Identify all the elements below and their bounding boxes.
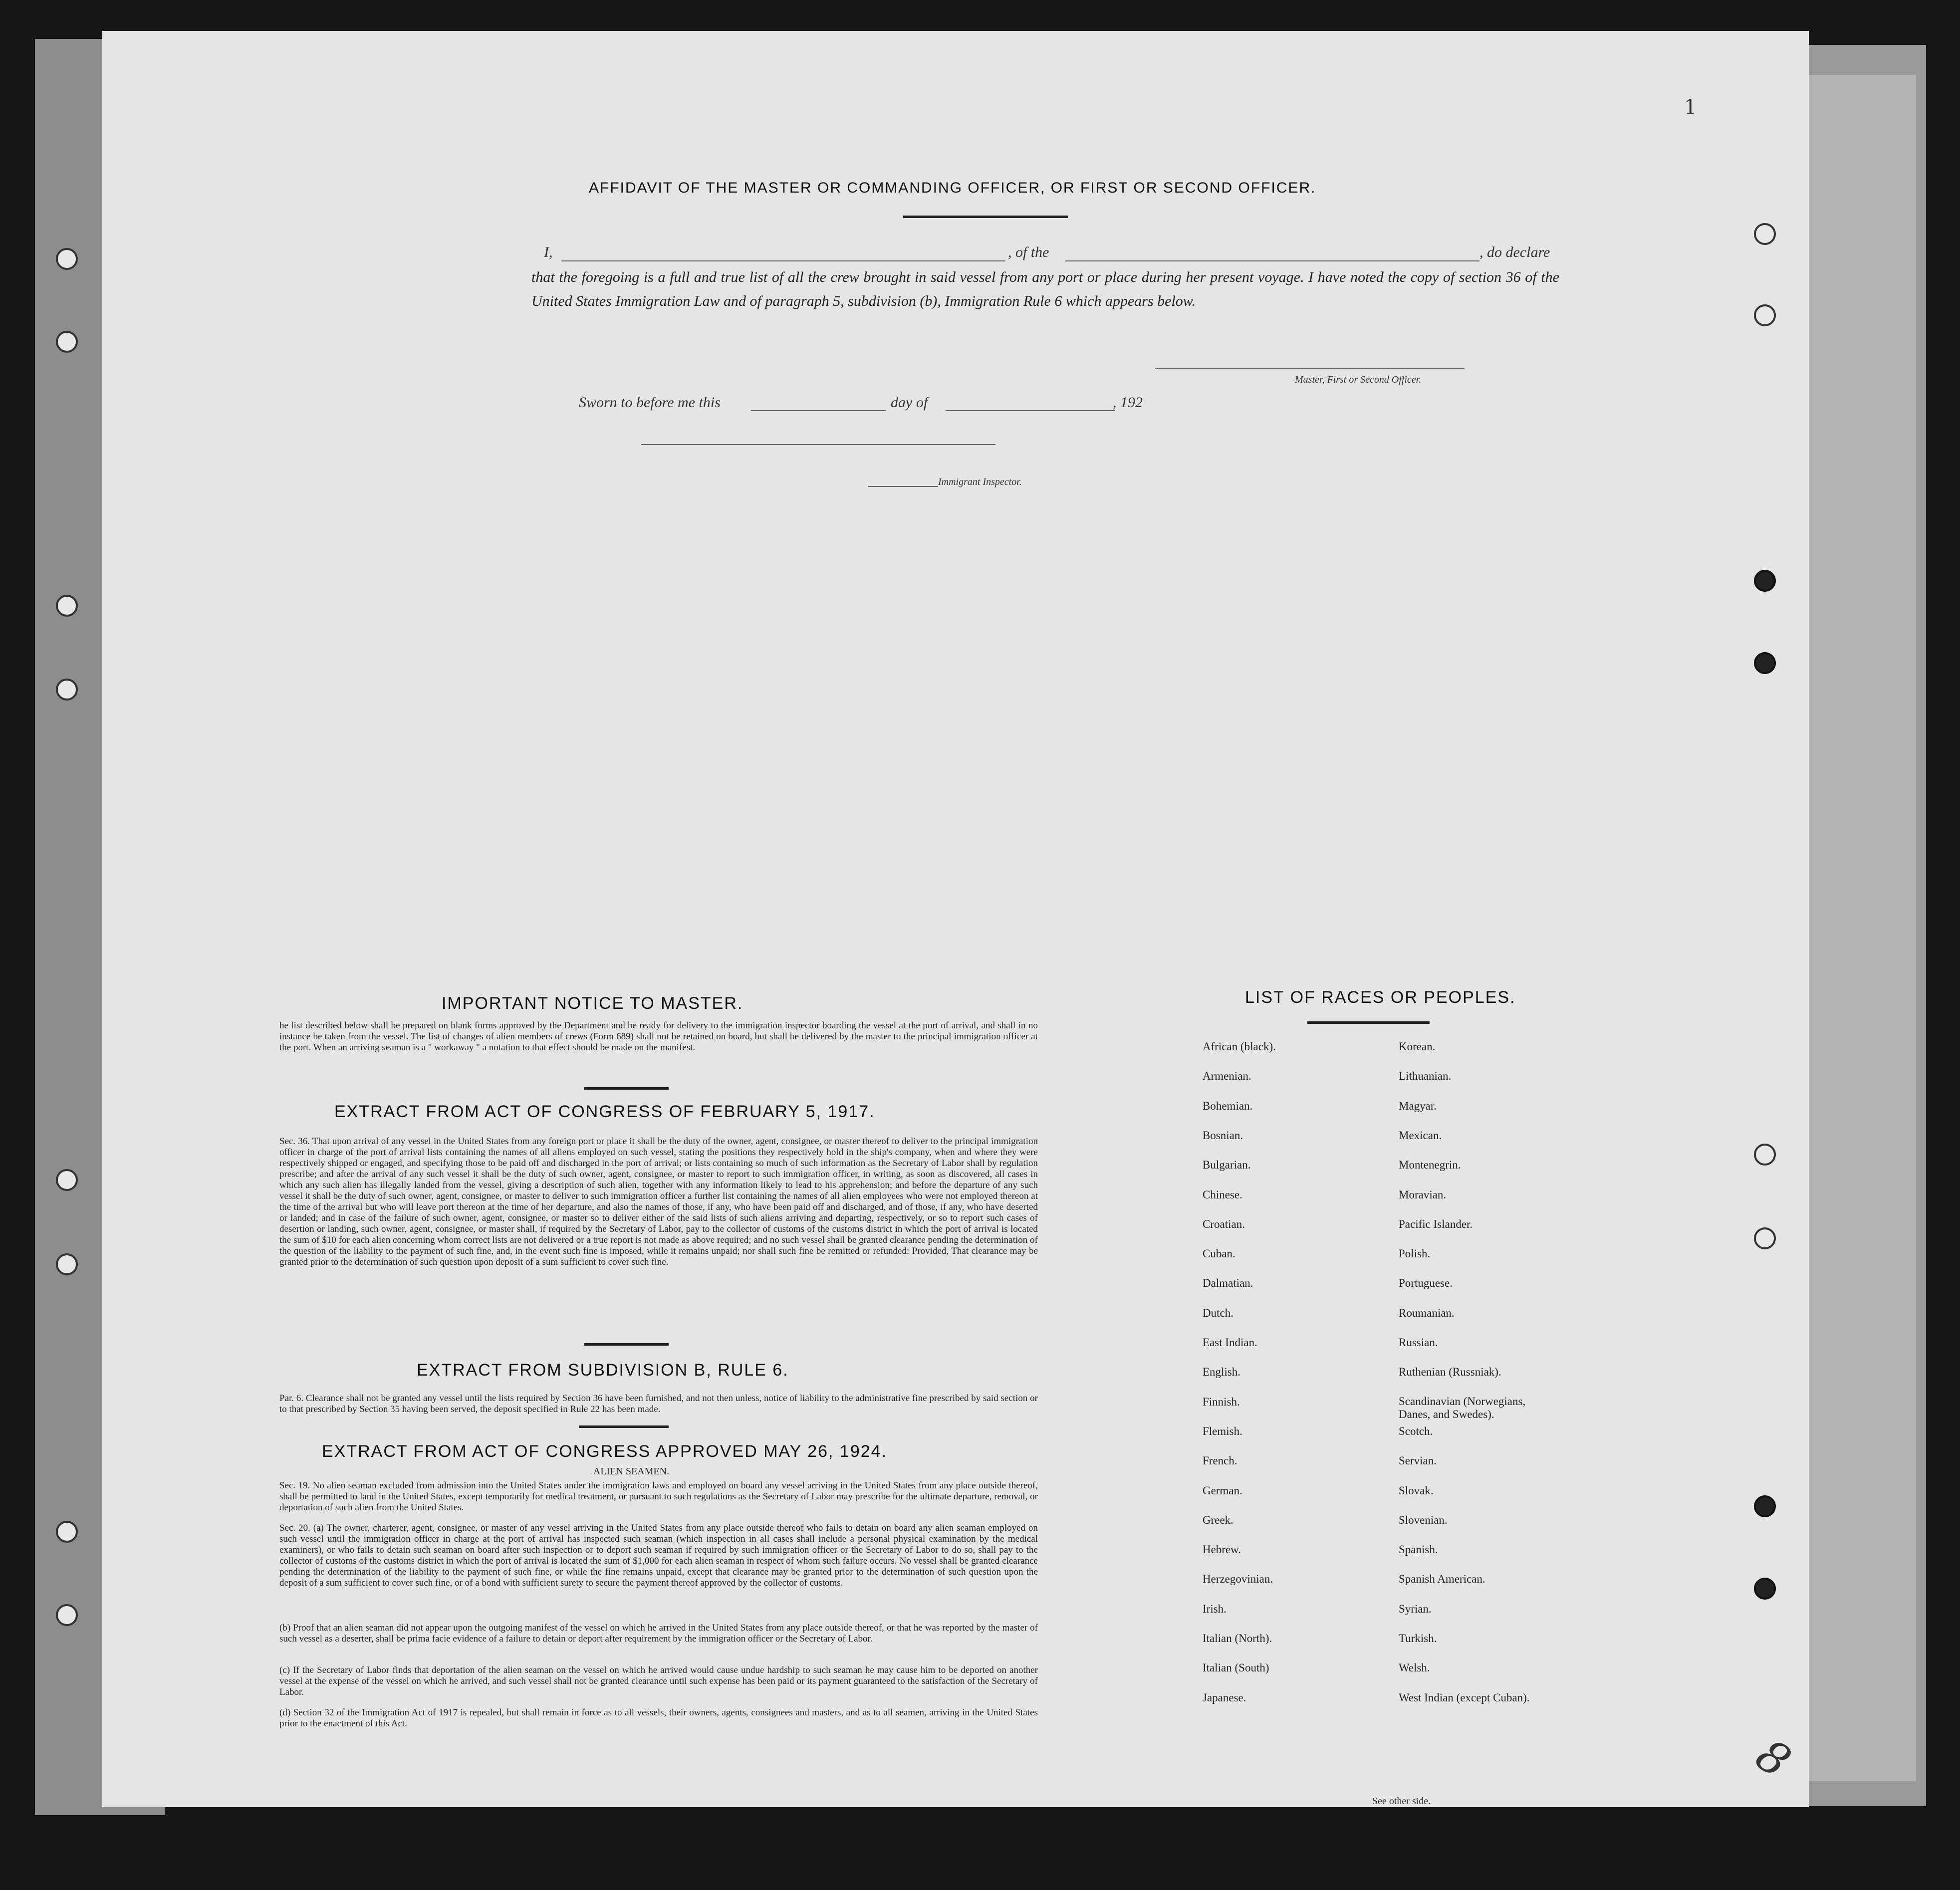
race-item: Slovenian. (1399, 1514, 1448, 1526)
race-item: Bulgarian. (1203, 1159, 1251, 1171)
signature-line (1155, 368, 1465, 369)
footer-note: See other side. (1372, 1796, 1431, 1807)
sec20b-text: (b) Proof that an alien seaman did not appear upon the outgoing manifest of the vessel on which he arrived in the United States from any place outside thereof, or that he was reported by the master of such vessel as a deserter, shall be prima facie evidence of a failure to detain or deport after requirement by the immigration officer or the Secretary of Labor. (279, 1623, 1038, 1644)
race-item: Croatian. (1203, 1218, 1245, 1230)
race-item: Slovak. (1399, 1484, 1434, 1497)
inspector-short-line (868, 486, 938, 487)
punch-hole (1754, 1578, 1776, 1600)
sworn-prefix: Sworn to before me this (579, 394, 721, 411)
sworn-day-blank (751, 410, 886, 411)
punch-hole (1754, 1495, 1776, 1517)
race-item: Roumanian. (1399, 1307, 1455, 1319)
race-item: Irish. (1203, 1603, 1226, 1615)
affidavit-of-the: , of the (1008, 244, 1049, 260)
sec19-text: Sec. 19. No alien seaman excluded from admission into the United States under the immigration laws and employed on board any vessel arriving in the United States from any place outside thereof, shall be permitted to land in the United States, except temporarily for medical treatment, or pursuant to such regulations as the Secretary of Labor may prescribe for the ultimate departure, removal, or deportation of such alien from the United States. (279, 1480, 1038, 1513)
inspector-label: Immigrant Inspector. (938, 476, 1022, 487)
race-item: Syrian. (1399, 1603, 1432, 1615)
underlying-sheet-right-inner (1796, 75, 1916, 1781)
race-item: Finnish. (1203, 1396, 1240, 1408)
sec20c-text: (c) If the Secretary of Labor finds that deportation of the alien seaman on the vessel on which he arrived would cause undue hardship to such seaman he may cause him to be deported on another vessel at the expense of the vessel on which he arrived, and such vessel shall not be granted clearance until such expense has been paid or its payment guaranteed to the satisfaction of the Secretary of Labor. (279, 1665, 1038, 1697)
binder-hole (56, 331, 78, 353)
race-item: Montenegrin. (1399, 1159, 1461, 1171)
binder-hole (56, 1169, 78, 1191)
race-item: Pacific Islander. (1399, 1218, 1473, 1230)
binder-hole (56, 1253, 78, 1275)
race-item: Scotch. (1399, 1425, 1433, 1437)
race-item: Hebrew. (1203, 1543, 1241, 1556)
rule6-text: Par. 6. Clearance shall not be granted any vessel until the lists required by Section 36 have been furnished, and not then unless, notice of liability to the administrative fine prescribed by said section or to that prescribed by Section 35 having been served, the deposit specified in Rule 22 has been made. (279, 1393, 1038, 1415)
sworn-month-blank (946, 410, 1115, 411)
race-item: Scandinavian (Norwegians, Danes, and Swedes). (1399, 1395, 1526, 1420)
binder-hole (56, 595, 78, 617)
form-page (102, 31, 1809, 1807)
race-item: Italian (North). (1203, 1632, 1272, 1645)
rule6-title: EXTRACT FROM SUBDIVISION B, RULE 6. (417, 1361, 789, 1380)
punch-hole (1754, 570, 1776, 592)
page-mark: 1 (1684, 96, 1697, 119)
punch-hole (1754, 304, 1776, 326)
punch-hole (1754, 223, 1776, 245)
affidavit-title: AFFIDAVIT OF THE MASTER OR COMMANDING OFFICER, OR FIRST OR SECOND OFFICER. (589, 180, 1316, 196)
punch-hole (1754, 652, 1776, 674)
punch-hole (1754, 1227, 1776, 1249)
rule6-rule (579, 1425, 669, 1428)
corner-mark: 8 (1746, 1729, 1800, 1788)
race-item: West Indian (except Cuban). (1399, 1691, 1530, 1704)
extract-1924-title: EXTRACT FROM ACT OF CONGRESS APPROVED MAY 26, 1924. (322, 1442, 887, 1461)
race-item: Polish. (1399, 1247, 1431, 1260)
race-item: Dalmatian. (1203, 1277, 1253, 1289)
race-item: Chinese. (1203, 1188, 1242, 1201)
race-item: Moravian. (1399, 1188, 1447, 1201)
sec20d-text: (d) Section 32 of the Immigration Act of 1917 is repealed, but shall remain in force as to all vessels, their owners, agents, consignees and masters, and as to all seamen, arriving in the United States prior to the enactment of this Act. (279, 1707, 1038, 1729)
race-item: Bohemian. (1203, 1100, 1253, 1112)
race-item: Dutch. (1203, 1307, 1233, 1319)
affidavit-declare: , do declare (1479, 244, 1550, 260)
race-item: Flemish. (1203, 1425, 1242, 1437)
race-item: Armenian. (1203, 1070, 1251, 1082)
race-item: Italian (South) (1203, 1661, 1269, 1674)
race-item: Japanese. (1203, 1691, 1246, 1704)
race-item: Spanish. (1399, 1543, 1438, 1556)
race-item: Servian. (1399, 1454, 1437, 1467)
race-item: Cuban. (1203, 1247, 1235, 1260)
punch-hole (1754, 1144, 1776, 1166)
affidavit-body: that the foregoing is a full and true list of all the crew brought in said vessel from any port or place during her present voyage. I have noted the copy of section 36 of the United States Immigration Law and of paragraph 5, subdivision (b), Immigration Rule 6 which appears below. (531, 269, 1559, 309)
extract-1917-title: EXTRACT FROM ACT OF CONGRESS OF FEBRUARY 5, 1917. (334, 1102, 875, 1121)
race-item: Greek. (1203, 1514, 1233, 1526)
race-item: East Indian. (1203, 1336, 1257, 1349)
race-item: Bosnian. (1203, 1129, 1243, 1142)
race-item: Welsh. (1399, 1661, 1430, 1674)
race-item: Lithuanian. (1399, 1070, 1452, 1082)
race-item: Korean. (1399, 1040, 1436, 1053)
extract-1917-rule (584, 1343, 669, 1346)
race-item: French. (1203, 1454, 1237, 1467)
race-item: Russian. (1399, 1336, 1438, 1349)
race-item: Magyar. (1399, 1100, 1437, 1112)
binder-hole (56, 1521, 78, 1543)
vessel-blank (1065, 260, 1479, 261)
binder-hole (56, 1604, 78, 1626)
race-item: Turkish. (1399, 1632, 1437, 1645)
extract-1924-subtitle: ALIEN SEAMEN. (593, 1466, 670, 1477)
race-item: Mexican. (1399, 1129, 1442, 1142)
notice-rule (584, 1087, 669, 1090)
race-item: German. (1203, 1484, 1242, 1497)
extract-1917-text: Sec. 36. That upon arrival of any vessel in the United States from any foreign port or place it shall be the duty of the owner, agent, consignee, or master thereof to deliver to the principal immigration officer in charge of the port of arrival lists containing the names of all aliens employed on such vessel, stating the positions they respectively hold in the ship's company, when and where they were respectively shipped or engaged, and specifying those to be paid off and discharged in the port of arrival; or lists containing so much of such information as the Secretary of Labor shall by regulation prescribe; and after the arrival of any such vessel it shall be the duty of such owner, agent, consignee, or master to report to such immigration officer, in writing, as soon as discovered, all cases in which any such alien has illegally landed from the vessel, giving a description of such alien, together with any information likely to lead to his apprehension; and before the departure of any such vessel it shall be the duty of such owner, agent, consignee, or master to deliver to such immigration officer a further list containing the names of all alien employees who were not employed thereon at the time of the arrival but who will leave port thereon at the time of her departure, and also the names of those, if any, who have been paid off and discharged, and of those, if any, who have deserted or landed; and in case of the failure of such owner, agent, consignee, or master so to deliver either of the said lists of such aliens arriving and departing, respectively, or so to report such cases of desertion or landing, such owner, agent, consignee, or master shall, if required by the Secretary of Labor, pay to the collector of customs of the customs district in which the port of arrival is located the sum of $10 for each alien concerning whom correct lists are not delivered or a true report is not made as above required; and no such vessel shall be granted clearance pending the determination of the question of the liability to the payment of such fine, and, in the event such fine is imposed, while it remains unpaid; nor shall such fine be remitted or refunded: Provided, That clearance may be granted prior to the determination of such question upon deposit of a sum sufficient to cover such fine. (279, 1136, 1038, 1267)
race-item: English. (1203, 1366, 1241, 1378)
inspector-signature-line (641, 444, 995, 445)
sec20a-text: Sec. 20. (a) The owner, charterer, agent, consignee, or master of any vessel arriving in the United States from any place outside thereof who fails to detain on board any alien seaman employed on such vessel until the immigration officer in charge at the port of arrival has inspected such seaman (which inspection in all cases shall include a personal physical examination by the medical examiners), or who fails to detain such seaman on board after such inspection or to deport such seaman if required by such immigration officer or the Secretary of Labor to do so, shall pay to the collector of customs of the customs district in which the port of arrival is located the sum of $1,000 for each alien seaman in respect of whom such failure occurs. No vessel shall be granted clearance pending the determination of the liability to the payment of such fine, or while the fine remains unpaid, except that clearance may be granted prior to the determination of such question upon the deposit of a sum sufficient to cover such fine, or of a bond with sufficient surety to secure the payment thereof approved by the collector of customs. (279, 1523, 1038, 1588)
sworn-year: , 192 (1113, 394, 1143, 411)
affidavit-i: I, (544, 244, 553, 260)
race-item: Spanish American. (1399, 1573, 1485, 1585)
notice-title: IMPORTANT NOTICE TO MASTER. (442, 994, 743, 1013)
races-rule (1307, 1021, 1430, 1024)
signature-label: Master, First or Second Officer. (1295, 374, 1422, 385)
binder-hole (56, 679, 78, 701)
race-item: Ruthenian (Russniak). (1399, 1366, 1501, 1378)
races-title: LIST OF RACES OR PEOPLES. (1245, 988, 1516, 1007)
race-item: African (black). (1203, 1040, 1276, 1053)
race-item: Herzegovinian. (1203, 1573, 1273, 1585)
race-item: Portuguese. (1399, 1277, 1453, 1289)
notice-text: he list described below shall be prepared on blank forms approved by the Department and be ready for delivery to the immigration inspector boarding the vessel at the port of arrival, and shall in no instance be taken from the vessel. The list of changes of alien members of crews (Form 689) shall not be retained on board, but shall be delivered by the master to the principal immigration officer at the port. When an arriving seaman is a " workaway " a notation to that effect should be made on the manifest. (279, 1020, 1038, 1053)
title-rule (903, 216, 1068, 218)
name-blank (561, 260, 1005, 261)
binder-hole (56, 248, 78, 270)
sworn-day-of: day of (891, 394, 928, 411)
